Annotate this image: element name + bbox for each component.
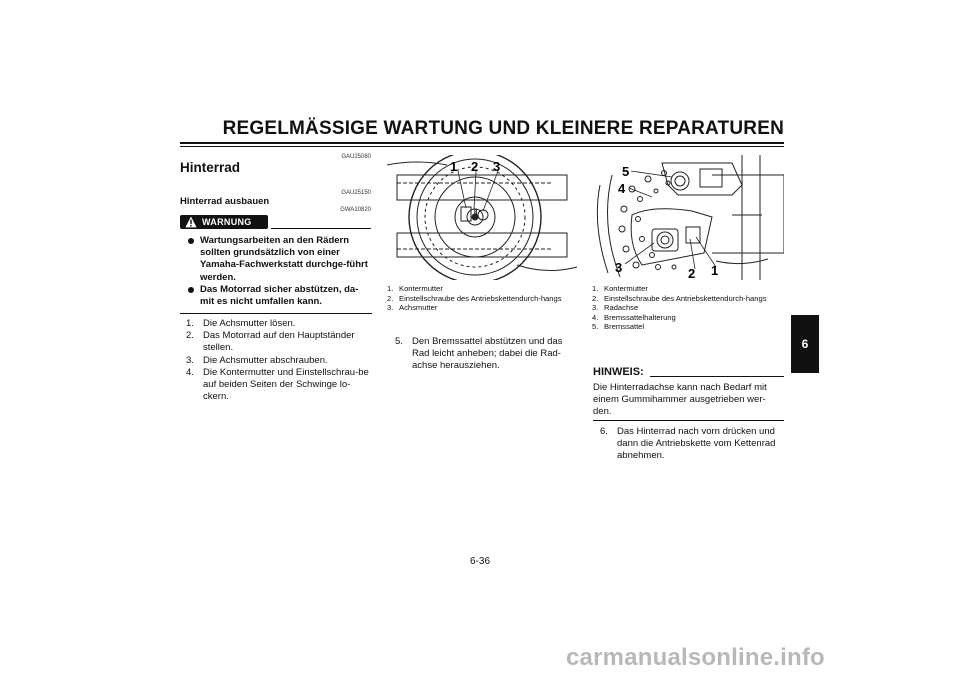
step-item: 5. Den Bremssattel abstützen und das Rad leicht anheben; dabei die Rad-achse herausziehen. (395, 336, 563, 372)
subsection-title: Hinterrad ausbauen (180, 196, 270, 207)
watermark: carmanualsonline.info (566, 644, 825, 671)
section-title: Hinterrad (180, 160, 241, 175)
warning-item: Das Motorrad sicher abstützen, da-mit es nicht umfallen kann. (187, 284, 372, 308)
bullet-icon (188, 238, 194, 244)
hinweis-title: HINWEIS: (593, 366, 644, 378)
warning-label: WARNUNG (202, 216, 252, 227)
steps-list-left (186, 318, 372, 403)
callout-5: 5 (622, 164, 630, 179)
callout-3: 3 (615, 260, 623, 275)
hinweis-text: Die Hinterradachse kann nach Bedarf mit einem Gummihammer ausgetrieben wer-den. (593, 382, 767, 418)
warning-bottom-rule (180, 313, 372, 314)
header-rule (180, 142, 784, 144)
page-number: 6-36 (469, 556, 490, 567)
step5-list (395, 336, 579, 373)
callout-2: 2 (471, 159, 479, 174)
warning-badge (180, 215, 268, 229)
svg-text:8: 8 (474, 210, 478, 216)
hinweis-bottom-rule (593, 420, 784, 421)
section-code: GAU25080 (341, 154, 371, 160)
callout-1: 1 (450, 159, 458, 174)
page-header-title: REGELMÄSSIGE WARTUNG UND KLEINERE REPARATUREN (222, 118, 784, 139)
warning-rule (271, 228, 371, 229)
header-rule-thin (180, 146, 784, 147)
warning-item: Wartungsarbeiten an den Rädern sollten grundsätzlich von einer Yamaha-Fachwerkstatt durchge-führt werden. (187, 235, 372, 284)
caption-item: 5. Bremssattel (592, 322, 645, 332)
caption-item: 1. Kontermutter (592, 284, 648, 293)
warning-list (187, 235, 372, 308)
caption-item: 2. Einstellschraube des Antriebskettendurch-hangs (592, 293, 767, 303)
callout-1: 1 (711, 263, 719, 278)
figure1-captions (387, 284, 579, 313)
caption-item: 3. Radachse (592, 303, 639, 313)
subsection-code: GAU25150 (341, 190, 371, 196)
caption-item: 1. Kontermutter (387, 284, 443, 293)
step6-list (600, 426, 784, 463)
chapter-tab[interactable]: 6 (791, 315, 819, 373)
hinweis-rule (650, 376, 784, 377)
figure2-captions (592, 284, 784, 332)
brake-caliper-illustration (592, 155, 784, 280)
caption-item: 4. Bremssattelhalterung (592, 312, 676, 322)
warning-triangle-icon (185, 216, 197, 228)
callout-3: 3 (493, 159, 501, 174)
step-item: 2. Das Motorrad auf den Hauptständer stellen. (186, 330, 355, 354)
step-item: 6. Das Hinterrad nach vorn drücken und dann die Antriebskette vom Kettenrad abnehmen. (600, 426, 776, 462)
step-item: 3. Die Achsmutter abschrauben. (186, 354, 328, 366)
warning-code: GWA10820 (340, 207, 371, 213)
callout-4: 4 (618, 181, 626, 196)
rear-wheel-chain-illustration (387, 155, 579, 280)
bullet-icon (188, 287, 194, 293)
caption-item: 2. Einstellschraube des Antriebskettendurch-hangs (387, 293, 562, 303)
caption-item: 3. Achsmutter (387, 303, 438, 313)
step-item: 1. Die Achsmutter lösen. (186, 318, 296, 329)
step-item: 4. Die Kontermutter und Einstellschrau-be auf beiden Seiten der Schwinge lo-ckern. (186, 366, 369, 403)
callout-2: 2 (688, 266, 696, 280)
